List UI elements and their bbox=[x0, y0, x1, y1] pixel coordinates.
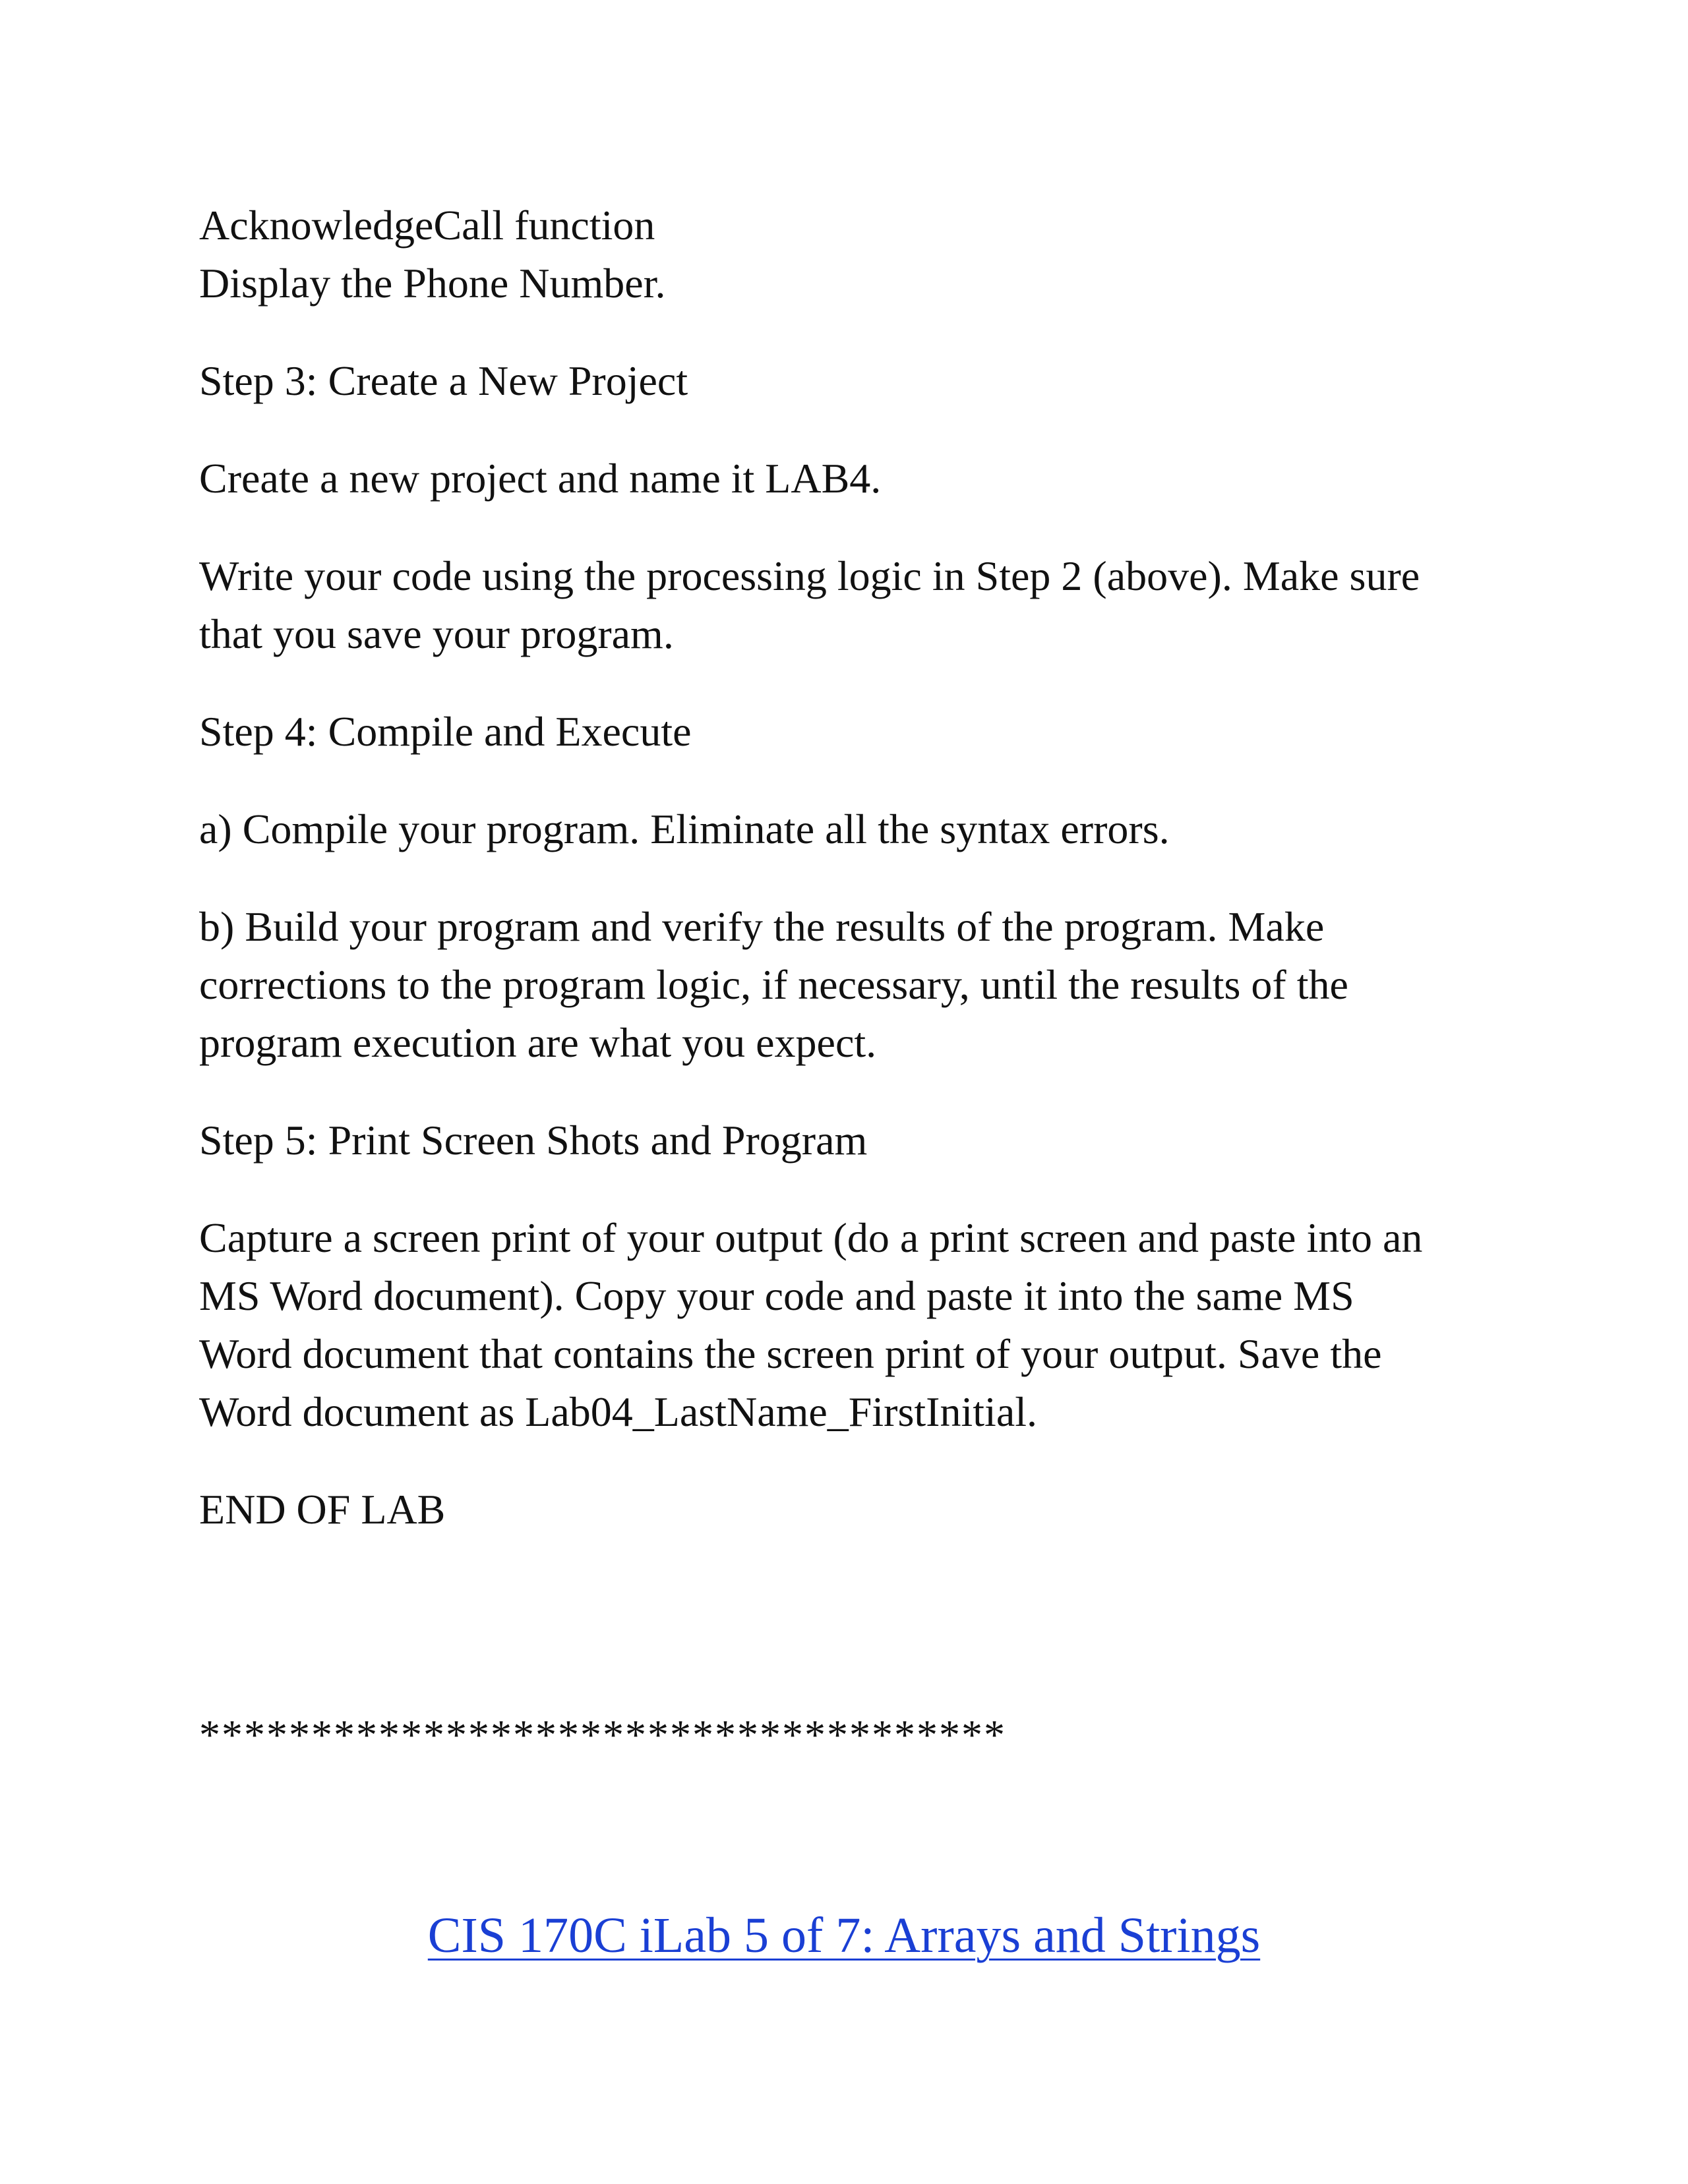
step5-p-line3: Word document that contains the screen print of your output. Save the bbox=[199, 1330, 1382, 1377]
step5-p-line1: Capture a screen print of your output (do a print screen and paste into an bbox=[199, 1214, 1423, 1261]
step4-b-line1: b) Build your program and verify the results of the program. Make bbox=[199, 903, 1325, 950]
end-of-lab-text: END OF LAB bbox=[199, 1486, 446, 1533]
step3-p2-line2: that you save your program. bbox=[199, 610, 674, 657]
document-body bbox=[199, 196, 1492, 1578]
step4-a-text: a) Compile your program. Eliminate all the syntax errors. bbox=[199, 806, 1170, 852]
step4-item-a bbox=[199, 800, 1492, 858]
intro-paragraph bbox=[199, 196, 1492, 312]
step3-heading bbox=[199, 352, 1492, 410]
step4-item-b bbox=[199, 898, 1492, 1072]
step3-heading-text: Step 3: Create a New Project bbox=[199, 357, 688, 404]
step5-p-line4: Word document as Lab04_LastName_FirstInitial. bbox=[199, 1388, 1037, 1435]
intro-line-display: Display the Phone Number. bbox=[199, 260, 666, 307]
step3-paragraph-1 bbox=[199, 450, 1492, 508]
step4-b-line3: program execution are what you expect. bbox=[199, 1019, 877, 1066]
intro-line-function: AcknowledgeCall function bbox=[199, 202, 655, 249]
next-lab-link-container bbox=[0, 1906, 1688, 1967]
step5-paragraph bbox=[199, 1209, 1492, 1441]
end-of-lab bbox=[199, 1481, 1492, 1539]
step4-heading-text: Step 4: Compile and Execute bbox=[199, 708, 692, 755]
step5-heading-text: Step 5: Print Screen Shots and Program bbox=[199, 1117, 868, 1164]
step4-heading bbox=[199, 703, 1492, 761]
step3-paragraph-2 bbox=[199, 547, 1492, 663]
asterisk-separator: ************************************ bbox=[199, 1711, 1006, 1758]
step5-p-line2: MS Word document). Copy your code and paste it into the same MS bbox=[199, 1272, 1354, 1319]
step3-p2-line1: Write your code using the processing logic in Step 2 (above). Make sure bbox=[199, 552, 1420, 599]
step3-p1-text: Create a new project and name it LAB4. bbox=[199, 455, 882, 502]
step5-heading bbox=[199, 1111, 1492, 1169]
next-lab-link[interactable]: CIS 170C iLab 5 of 7: Arrays and Strings bbox=[427, 1908, 1261, 1963]
step4-b-line2: corrections to the program logic, if necessary, until the results of the bbox=[199, 961, 1348, 1008]
